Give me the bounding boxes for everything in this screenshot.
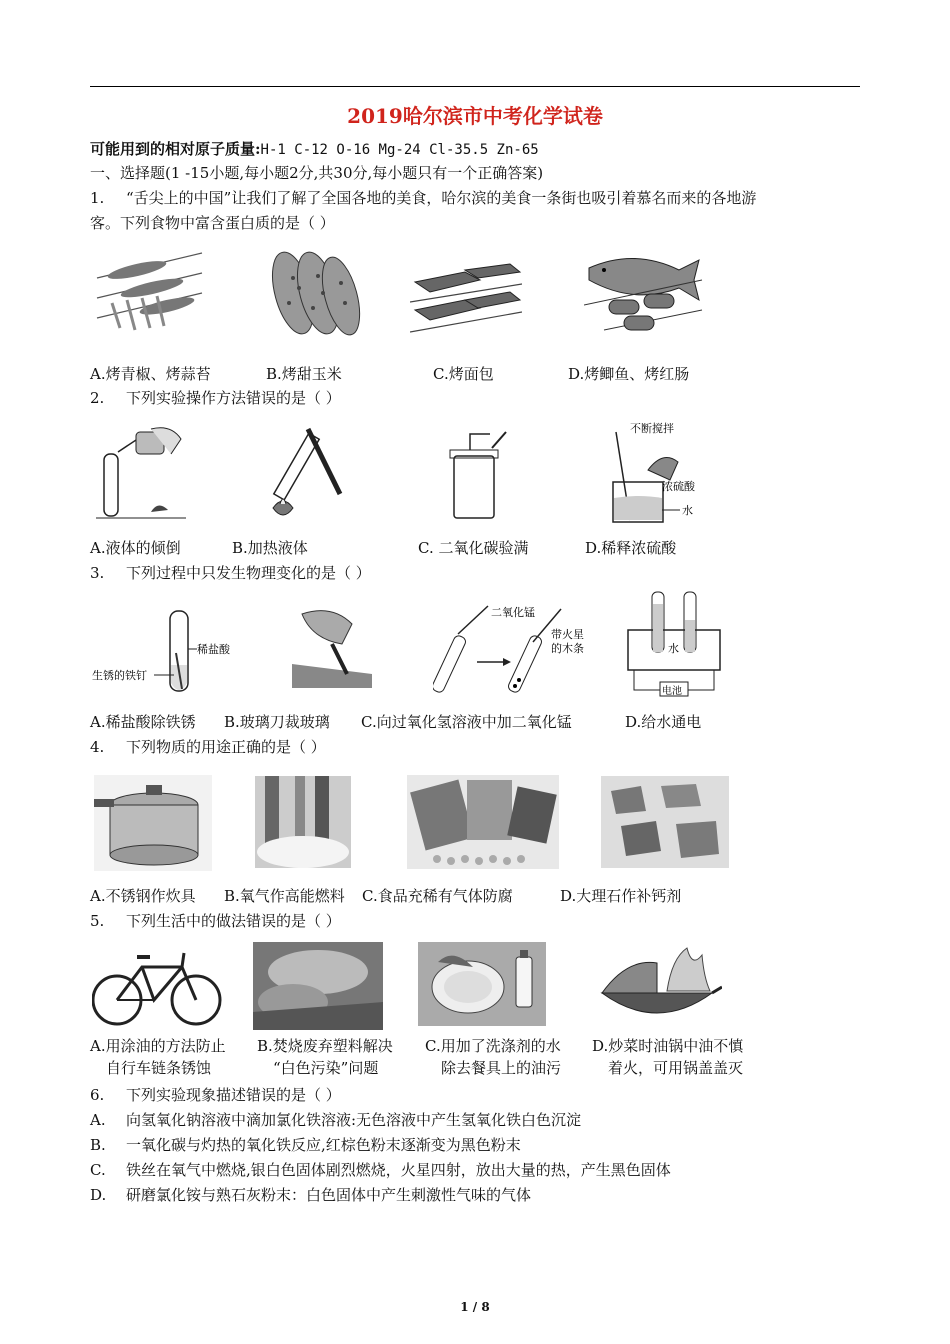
fish-sausage-image xyxy=(584,250,704,340)
option-key: B. xyxy=(90,1136,106,1154)
question-2 xyxy=(90,387,341,409)
question-number: 1. xyxy=(90,189,105,207)
question-number: 4. xyxy=(90,738,105,756)
rusty-nail-image xyxy=(92,605,242,700)
option-c: C.向过氧化氢溶液中加二氧化锰 xyxy=(361,713,572,731)
option-a: A.液体的倾倒 xyxy=(90,539,181,557)
atomic-mass-line xyxy=(90,138,539,161)
pressure-cooker-image xyxy=(94,775,212,871)
wok-fire-image xyxy=(592,943,722,1027)
question-6 xyxy=(90,1084,341,1106)
question-text: 下列实验现象描述错误的是（ ） xyxy=(126,1086,341,1104)
option-c-line2: 除去餐具上的油污 xyxy=(441,1059,562,1077)
electrolysis-image xyxy=(624,590,728,702)
option-text: 铁丝在氧气中燃烧,银白色固体剧烈燃烧，火星四射，放出大量的热，产生黑色固体 xyxy=(126,1161,671,1179)
question-text: 下列实验操作方法错误的是（ ） xyxy=(126,389,341,407)
option-a: A.稀盐酸除铁锈 xyxy=(90,713,196,731)
toast-bread-image xyxy=(410,262,522,340)
header-rule xyxy=(90,86,860,87)
option-d: D.稀释浓硫酸 xyxy=(585,539,677,557)
question-text: 下列生活中的做法错误的是（ ） xyxy=(126,912,341,930)
option-b-line1: B.焚烧废弃塑料解决 xyxy=(257,1037,393,1055)
electrolysis-water-label: 水 xyxy=(668,642,679,655)
option-d xyxy=(592,1035,743,1079)
question-text: 下列过程中只发生物理变化的是（ ） xyxy=(126,564,371,582)
atomic-mass-values: H-1 C-12 O-16 Mg-24 Cl-35.5 Zn-65 xyxy=(260,142,539,158)
wash-dishes-image xyxy=(418,942,546,1026)
question-1 xyxy=(90,187,756,209)
option-b: B.加热液体 xyxy=(232,539,308,557)
question-3 xyxy=(90,562,371,584)
dilute-acid-image xyxy=(608,420,712,528)
option-c: C. 二氧化碳验满 xyxy=(418,539,529,557)
rocket-launch-image xyxy=(255,776,351,868)
conc-acid-label: 浓硫酸 xyxy=(662,480,695,493)
option-d-line2: 着火，可用锅盖盖灭 xyxy=(608,1059,744,1077)
option-b xyxy=(257,1035,393,1079)
option-d xyxy=(90,1184,531,1206)
question-number: 3. xyxy=(90,564,105,582)
bicycle-image xyxy=(92,945,222,1029)
option-d-line1: D.炒菜时油锅中油不慎 xyxy=(592,1037,744,1055)
page-title: 2019哈尔滨市中考化学试卷 xyxy=(347,104,603,128)
option-b: B.烤甜玉米 xyxy=(266,365,342,383)
atomic-mass-label: 可能用到的相对原子质量: xyxy=(90,140,261,158)
option-text: 研磨氯化铵与熟石灰粉末：白色固体中产生刺激性气味的气体 xyxy=(126,1186,532,1204)
option-c: C.食品充稀有气体防腐 xyxy=(362,887,513,905)
water-label: 水 xyxy=(682,504,693,517)
option-b: B.氧气作高能燃料 xyxy=(224,887,345,905)
section-heading: 一、选择题(1 -15小题,每小题2分,共30分,每小题只有一个正确答案) xyxy=(90,164,544,182)
option-b xyxy=(90,1134,521,1156)
option-a: A.不锈钢作炊具 xyxy=(90,887,196,905)
food-packaging-image xyxy=(407,775,559,869)
rusty-nail-label: 生锈的铁钉 xyxy=(92,669,147,682)
option-a-line2: 自行车链条锈蚀 xyxy=(106,1059,212,1077)
question-4 xyxy=(90,736,326,758)
question-5 xyxy=(90,910,341,932)
burning-plastic-image xyxy=(253,942,383,1030)
question-text: 下列物质的用途正确的是（ ） xyxy=(126,738,326,756)
splint-label-2: 的木条 xyxy=(551,642,584,655)
option-text: 一氧化碳与灼热的氧化铁反应,红棕色粉末逐渐变为黑色粉末 xyxy=(126,1136,521,1154)
stir-label: 不断搅拌 xyxy=(630,422,674,435)
co2-test-image xyxy=(440,430,510,522)
hcl-label: 稀盐酸 xyxy=(197,643,230,656)
glass-cutter-image xyxy=(282,604,377,688)
option-a-line1: A.用涂油的方法防止 xyxy=(90,1037,226,1055)
heat-liquid-image xyxy=(268,424,348,524)
option-key: C. xyxy=(90,1161,106,1179)
option-c: C.烤面包 xyxy=(433,365,494,383)
option-c-line1: C.用加了洗涤剂的水 xyxy=(425,1037,561,1055)
pour-liquid-image xyxy=(96,424,188,522)
option-b: B.玻璃刀裁玻璃 xyxy=(224,713,330,731)
marble-image xyxy=(601,776,729,868)
question-text: “舌尖上的中国”让我们了解了全国各地的美食，哈尔滨的美食一条街也吸引着慕名而来的各地游 xyxy=(126,189,757,207)
option-a xyxy=(90,1035,226,1079)
mno2-h2o2-image xyxy=(433,604,601,696)
option-d: D.给水通电 xyxy=(625,713,702,731)
battery-label: 电池 xyxy=(662,686,682,697)
splint-label-1: 带火星 xyxy=(551,628,584,641)
option-d: D.烤鲫鱼、烤红肠 xyxy=(568,365,690,383)
mno2-label: 二氧化锰 xyxy=(491,606,535,619)
option-b-line2: “白色污染”问题 xyxy=(273,1059,379,1077)
option-a: A.烤青椒、烤蒜苔 xyxy=(90,365,211,383)
question-number: 5. xyxy=(90,912,105,930)
question-1-line2: 客。下列食物中富含蛋白质的是（ ） xyxy=(90,214,335,232)
grilled-pepper-image xyxy=(92,248,204,338)
sweet-corn-image xyxy=(263,248,361,340)
option-key: A. xyxy=(90,1111,106,1129)
option-a xyxy=(90,1109,581,1131)
question-number: 2. xyxy=(90,389,105,407)
option-c xyxy=(425,1035,561,1079)
option-key: D. xyxy=(90,1186,107,1204)
option-d: D.大理石作补钙剂 xyxy=(560,887,682,905)
option-c xyxy=(90,1159,671,1181)
option-text: 向氢氧化钠溶液中滴加氯化铁溶液:无色溶液中产生氢氧化铁白色沉淀 xyxy=(126,1111,582,1129)
question-number: 6. xyxy=(90,1086,105,1104)
page-number: 1 / 8 xyxy=(460,1300,490,1314)
